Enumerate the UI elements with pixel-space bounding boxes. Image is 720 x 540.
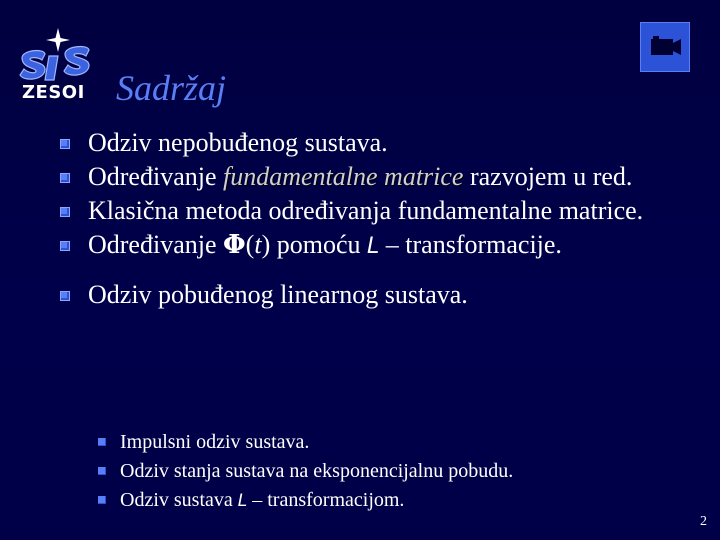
bullet-text-prefix: Određivanje <box>88 162 224 191</box>
bullet-text: Odziv pobuđenog linearnog sustava. <box>88 280 468 309</box>
page-number: 2 <box>700 514 707 529</box>
laplace-symbol: L <box>367 234 380 259</box>
sub-bullet-item <box>98 457 658 486</box>
bullet-square-icon <box>98 467 106 475</box>
bullet-square-icon <box>98 496 106 504</box>
paren-close: ) <box>261 230 271 259</box>
bullet-text: Klasična metoda određivanja fundamentalne matrice. <box>88 196 644 225</box>
sub-bullet-item <box>98 486 658 516</box>
bullet-item <box>60 160 710 194</box>
bullet-square-icon <box>60 139 70 149</box>
bullet-item <box>60 194 710 228</box>
sis-logo-mark <box>18 28 98 84</box>
bullet-text-suffix: – transformacije. <box>379 230 562 259</box>
emphasis-text: fundamentalne matrice <box>223 162 464 191</box>
bullet-item <box>60 126 710 160</box>
bullet-square-icon <box>60 173 70 183</box>
bullet-square-icon <box>60 207 70 217</box>
video-camera-icon <box>647 34 685 60</box>
sub-bullet-text-prefix: Odziv sustava <box>120 489 238 511</box>
bullet-item <box>60 228 710 264</box>
bullet-text: Odziv nepobuđenog sustava. <box>88 128 388 157</box>
zesoi-logo <box>16 26 100 106</box>
sub-bullet-text: Impulsni odziv sustava. <box>120 431 310 453</box>
slide-title: Sadržaj <box>116 68 227 108</box>
bullet-text-middle: pomoću <box>270 230 368 259</box>
phi-symbol: Φ <box>223 230 246 260</box>
zesoi-text: ZESOI <box>22 82 85 103</box>
laplace-symbol: L <box>237 491 248 511</box>
main-bullet-list <box>60 126 710 312</box>
bullet-square-icon <box>98 438 106 446</box>
bullet-text-prefix: Određivanje <box>88 230 224 259</box>
bullet-text-suffix: razvojem u red. <box>463 162 633 191</box>
sub-bullet-item <box>98 428 658 457</box>
time-variable: t <box>254 230 262 259</box>
bullet-item <box>60 278 710 312</box>
paren-open: ( <box>245 230 255 259</box>
sub-bullet-text: Odziv stanja sustava na eksponencijalnu pobudu. <box>120 460 514 482</box>
bullet-square-icon <box>60 241 70 251</box>
sub-bullet-list <box>98 428 658 516</box>
video-button[interactable] <box>640 22 690 72</box>
sub-bullet-text-suffix: – transformacijom. <box>247 489 405 511</box>
bullet-square-icon <box>60 291 70 301</box>
